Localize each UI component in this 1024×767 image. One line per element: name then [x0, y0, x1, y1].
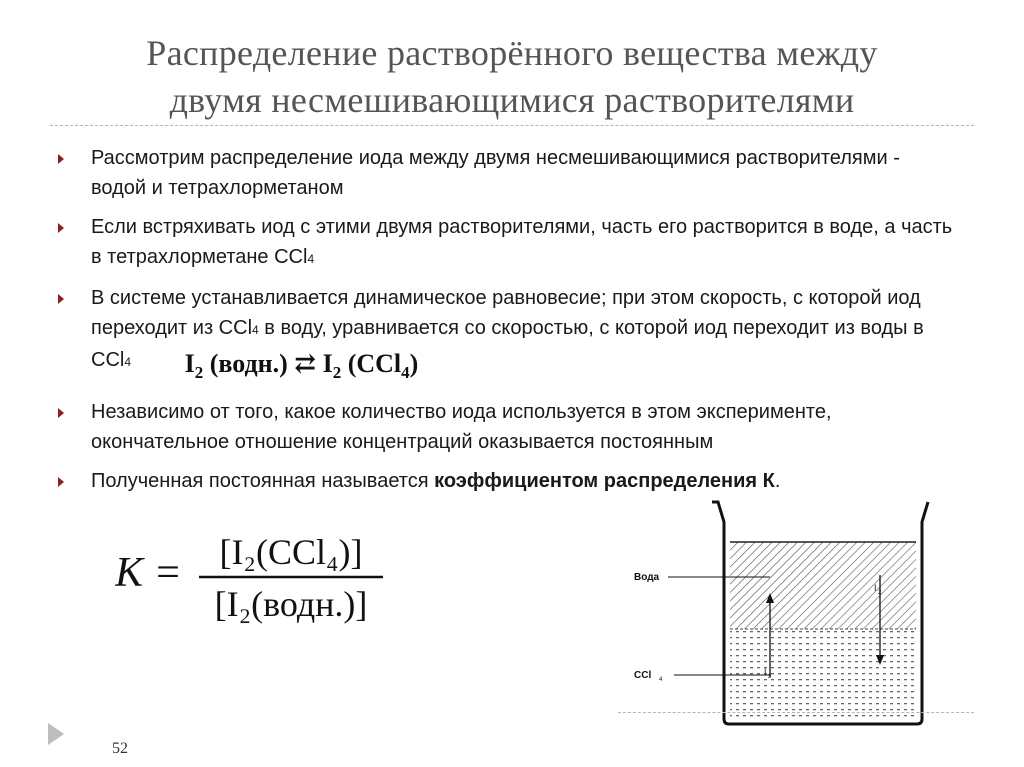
bullet-item: [58, 143, 958, 203]
bullet-arrow-icon: [58, 477, 64, 487]
equilibrium-arrow-icon: ⇄: [294, 349, 317, 378]
bullet-item: [58, 283, 958, 388]
bullet-item: [58, 466, 958, 496]
eq-iodine-right: I: [322, 349, 333, 378]
eq-phase-sub-right: 4: [401, 363, 410, 383]
eq-phase-end-right: ): [409, 349, 419, 378]
title-line-2: двумя несмешивающимися растворителями: [169, 80, 855, 120]
bullet-text: В системе устанавливается динамическое равновесие; при этом скорость, с которой иод переходит из CCl: [91, 287, 921, 339]
slide-nav-triangle-icon[interactable]: [48, 723, 64, 745]
title-divider: [50, 125, 974, 126]
bullet-end: .: [774, 470, 781, 493]
ccl4-label-sub: 4: [659, 677, 663, 683]
i2-label-lower-sub: 2: [768, 674, 772, 680]
eq-phase-left: (водн.): [209, 349, 288, 378]
footer-divider: [618, 712, 974, 713]
page-number: 52: [112, 740, 128, 757]
slide-title: [0, 30, 1024, 124]
i2-label-upper: I: [874, 583, 877, 593]
ccl4-layer: [730, 629, 916, 719]
bullet-list: [58, 143, 958, 505]
bullet-text: Если встряхивать иод с этими двумя растворителями, часть его растворится в воде, а часть в тетрахлорметане CCl: [91, 216, 953, 268]
eq-phase-right: (CCl: [347, 349, 402, 378]
bullet-text-continued: в воду, уравнивается со скоростью, с которой иод переходит из воды в CCl: [91, 317, 924, 371]
bullet-arrow-icon: [58, 223, 64, 233]
subscript: 4: [307, 252, 315, 266]
separatory-vessel-diagram: [630, 497, 930, 729]
water-layer: [730, 542, 916, 629]
bullet-item: [58, 212, 958, 274]
bullet-bold-term: коэффициентом распределения К: [434, 470, 775, 493]
formula-numerator: [I₂(CCl₄)]: [219, 532, 363, 572]
subscript: 4: [252, 323, 259, 337]
bullet-arrow-icon: [58, 294, 64, 304]
eq-sub-right: 2: [332, 363, 342, 383]
bullet-item: [58, 397, 958, 457]
eq-iodine-left: I: [184, 349, 195, 378]
bullet-text: Независимо от того, какое количество иода используется в этом эксперименте, окончательное отношение концентраций оказывается постоянным: [91, 401, 832, 454]
i2-label-upper-sub: 2: [878, 590, 882, 596]
bullet-arrow-icon: [58, 154, 64, 164]
bullet-text: Полученная постоянная называется: [91, 470, 435, 493]
partition-coefficient-formula: [115, 528, 405, 633]
i2-label-lower: I: [764, 667, 767, 677]
ccl4-label: CCl: [634, 670, 652, 681]
subscript: 4: [124, 355, 132, 369]
bullet-arrow-icon: [58, 408, 64, 418]
formula-lhs: K =: [115, 550, 182, 596]
eq-sub-left: 2: [194, 363, 204, 383]
equilibrium-equation: [185, 349, 419, 388]
bullet-text: Рассмотрим распределение иода между двумя несмешивающимися растворителями - водой и тетрахлорметаном: [91, 147, 900, 199]
water-label: Вода: [634, 572, 660, 583]
title-line-1: Распределение растворённого вещества между: [146, 33, 878, 73]
formula-denominator: [I₂(водн.)]: [214, 584, 368, 624]
